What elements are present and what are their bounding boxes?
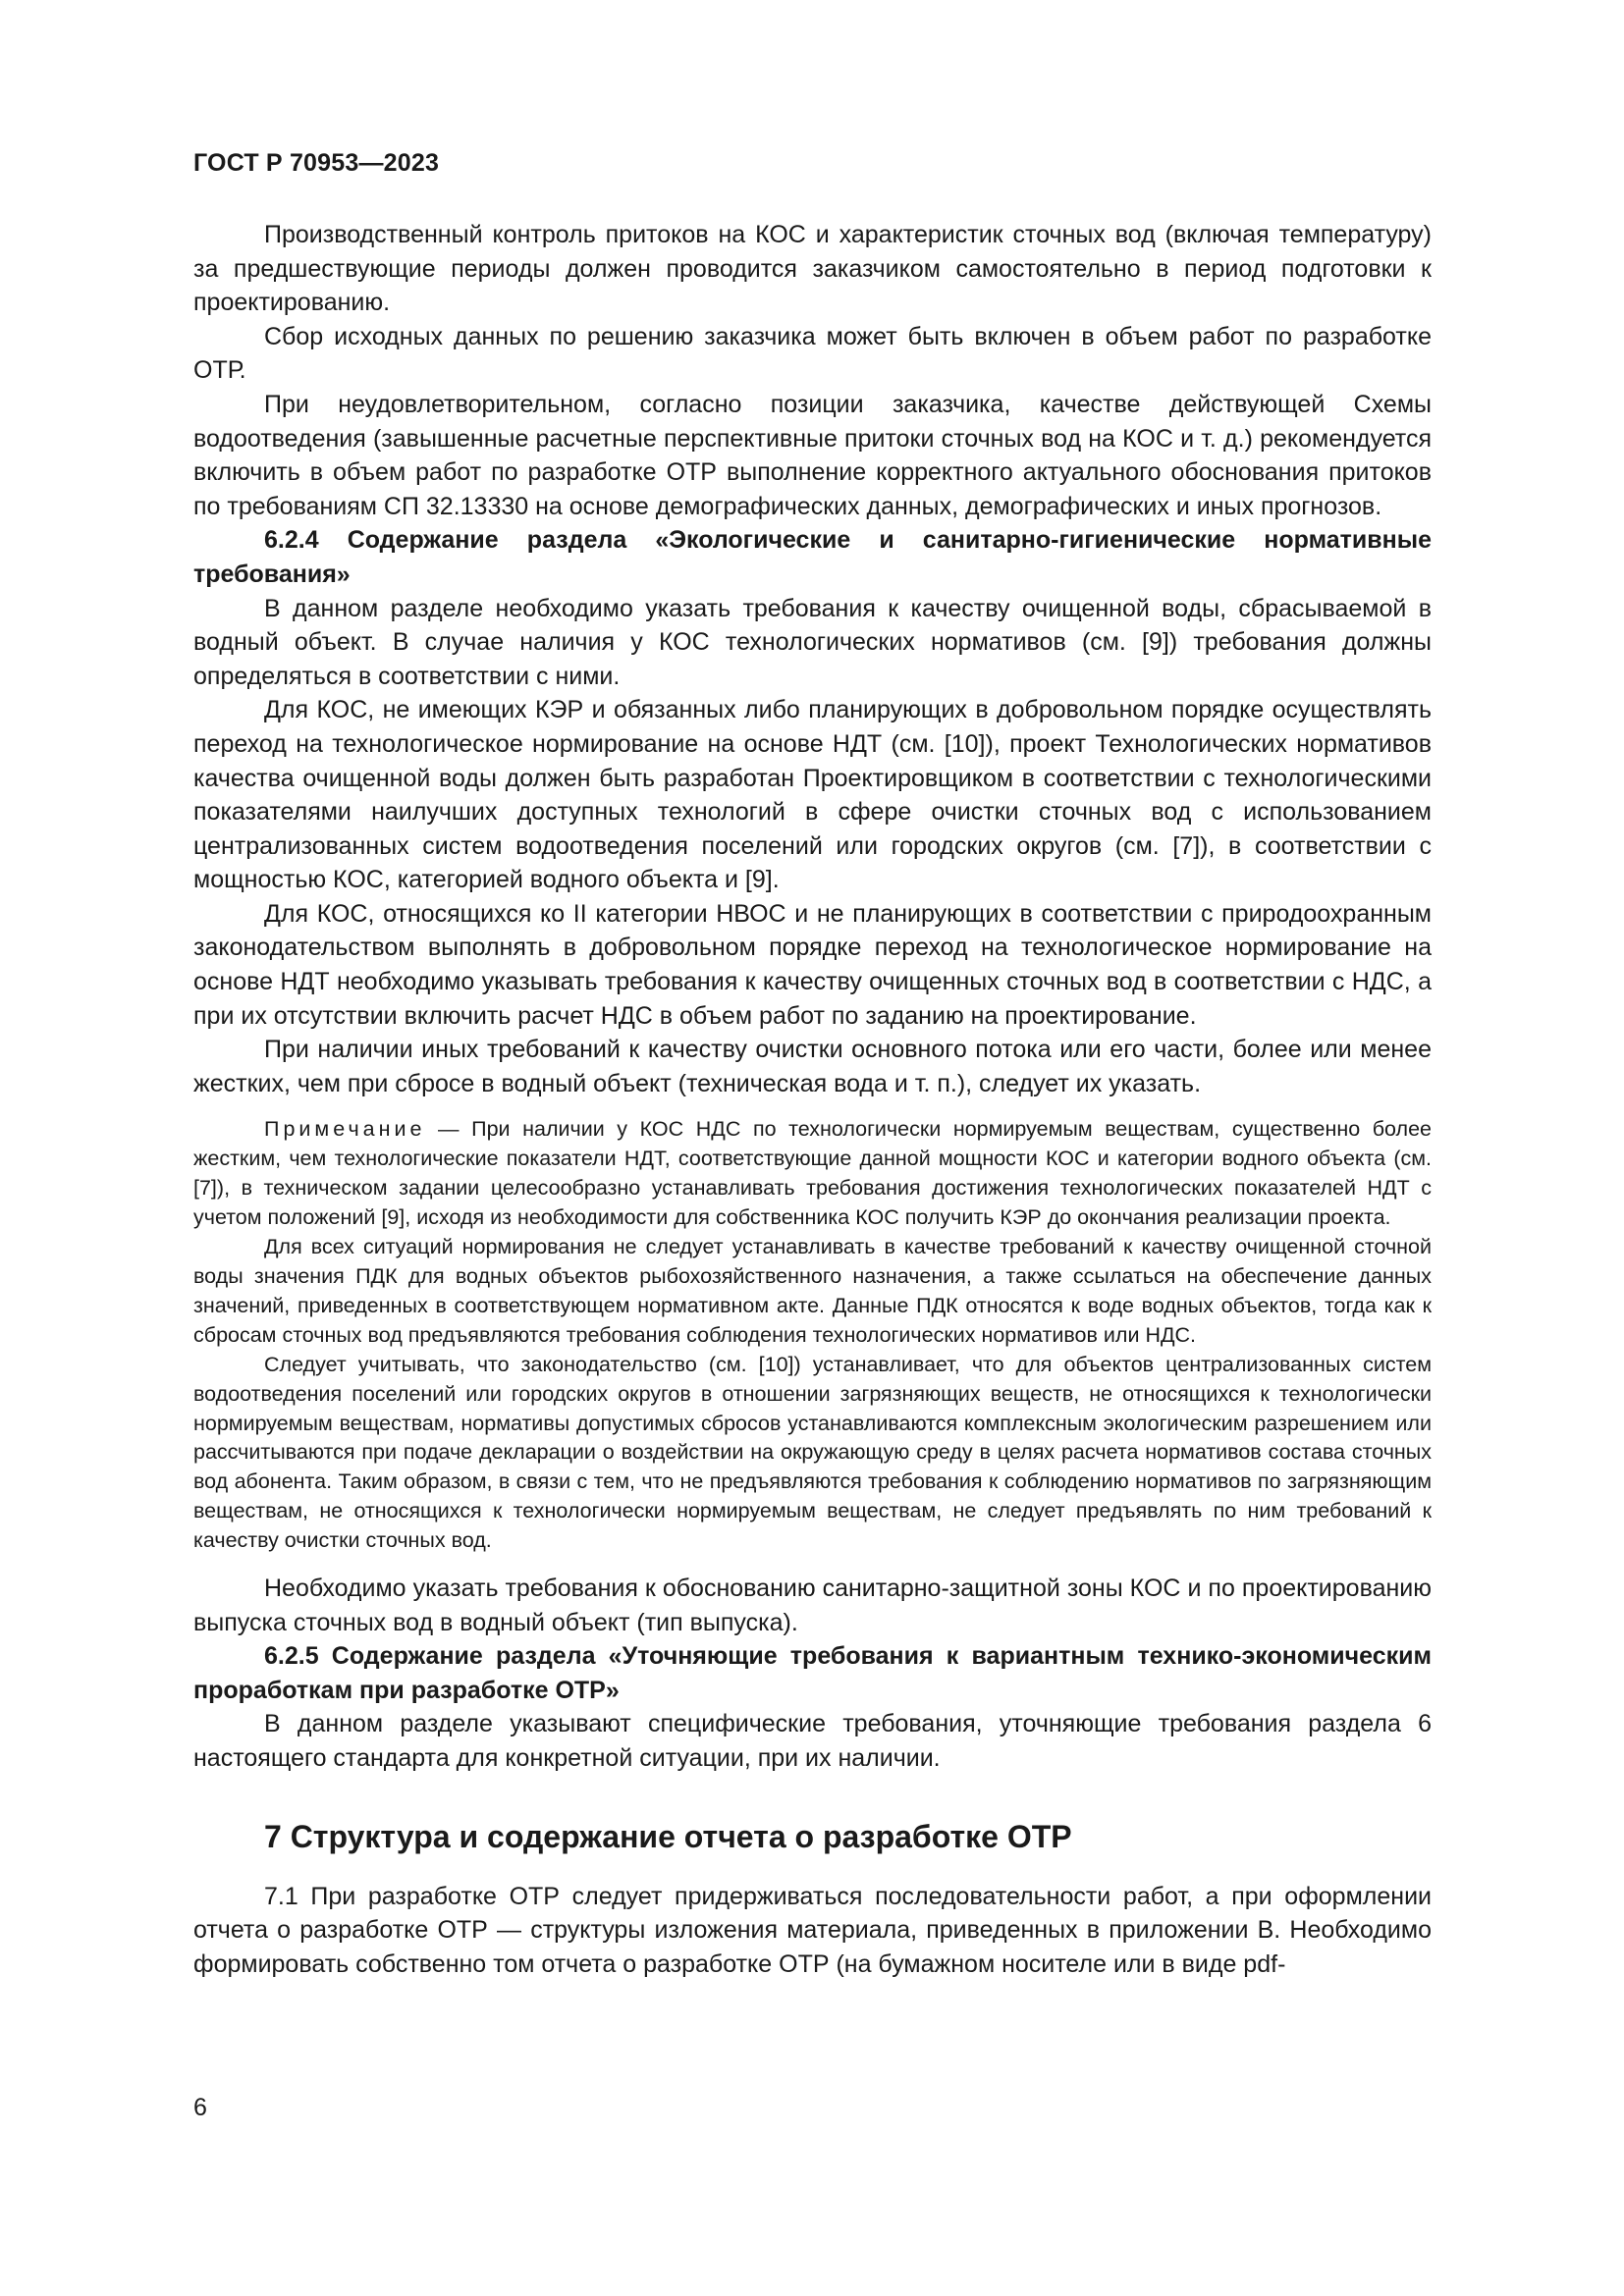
paragraph: Необходимо указать требования к обоснованию санитарно-защитной зоны КОС и по проектированию выпуска сточных вод в водный объект (тип выпуска).	[193, 1575, 1432, 1636]
document-code-header: ГОСТ Р 70953—2023	[193, 149, 440, 177]
note-label: Примечание	[264, 1117, 426, 1142]
paragraph: Сбор исходных данных по решению заказчика может быть включен в объем работ по разработке ОТР.	[193, 322, 1432, 385]
paragraph: 7.1 При разработке ОТР следует придерживаться последовательности работ, а при оформлении отчета о разработке ОТР — структуры изложения материала, приведенных в приложении В. Необходимо формировать собственно том отчета о разработке ОТР (на бумажном носителе или в виде pdf-	[193, 1882, 1432, 1978]
note-paragraph: Для всех ситуаций нормирования не следует устанавливать в качестве требований к качеству очищенной сточной воды значения ПДК для водных объектов рыбохозяйственного назначения, а также ссылаться на обеспечение данных значений, приведенных в соответствующем нормативном акте. Данные ПДК относятся к воде водных объектов, тогда как к сбросам сточных вод предъявляются требования соблюдения технологических нормативов или НДС.	[193, 1235, 1432, 1347]
section-heading-6-2-5: 6.2.5 Содержание раздела «Уточняющие требования к вариантным технико-экономическим проработкам при разработке ОТР»	[193, 1642, 1432, 1704]
paragraph: Для КОС, относящихся ко II категории НВОС и не планирующих в соответствии с природоохранным законодательством выполнять в добровольном порядке переход на технологическое нормирование на основе НДТ необходимо указывать требования к качеству очищенных сточных вод в соответствии с НДС, а при их отсутствии включить расчет НДС в объем работ по заданию на проектирование.	[193, 899, 1432, 1030]
note-paragraph: Следует учитывать, что законодательство (см. [10]) устанавливает, что для объектов централизованных систем водоотведения поселений или городских округов в отношении загрязняющих веществ, не относящихся к технологически нормируемым веществам, нормативы допустимых сбросов устанавливаются комплексным экологическим разрешением или рассчитываются при подаче декларации о воздействии на окружающую среду в целях расчета нормативов состава сточных вод абонента. Таким образом, в связи с тем, что не предъявляются требования к соблюдению нормативов по загрязняющим веществам, не относящихся к технологически нормируемым веществам, не следует предъявлять по ним требований к качеству очистки сточных вод.	[193, 1352, 1432, 1553]
paragraph: В данном разделе необходимо указать требования к качеству очищенной воды, сбрасываемой в водный объект. В случае наличия у КОС технологических нормативов (см. [9]) требования должны определяться в соответствии с ними.	[193, 594, 1432, 690]
note-paragraph	[193, 1115, 1432, 1233]
paragraph: Для КОС, не имеющих КЭР и обязанных либо планирующих в добровольном порядке осуществлять переход на технологическое нормирование на основе НДТ (см. [10]), проект Технологических нормативов качества очищенной воды должен быть разработан Проектировщиком в соответствии с технологическими показателями наилучших доступных технологий в сфере очистки сточных вод с использованием централизованных систем водоотведения поселений или городских округов (см. [7]), в соответствии с мощностью КОС, категорией водного объекта и [9].	[193, 696, 1432, 894]
paragraph: В данном разделе указывают специфические требования, уточняющие требования раздела 6 настоящего стандарта для конкретной ситуации, при их наличии.	[193, 1710, 1432, 1772]
paragraph: При наличии иных требований к качеству очистки основного потока или его части, более или менее жестких, чем при сбросе в водный объект (техническая вода и т. п.), следует их указать.	[193, 1036, 1432, 1097]
paragraph: При неудовлетворительном, согласно позиции заказчика, качестве действующей Схемы водоотведения (завышенные расчетные перспективные притоки сточных вод на КОС и т. д.) рекомендуется включить в объем работ по разработке ОТР выполнение корректного актуального обоснования притоков по требованиям СП 32.13330 на основе демографических данных, демографических и иных прогнозов.	[193, 390, 1432, 520]
page-number: 6	[193, 2094, 207, 2121]
chapter-heading-7: 7 Структура и содержание отчета о разработке ОТР	[264, 1818, 1072, 1854]
page-body	[193, 218, 1432, 1981]
paragraph: Производственный контроль притоков на КОС и характеристик сточных вод (включая температуру) за предшествующие периоды должен проводится заказчиком самостоятельно в период подготовки к проектированию.	[193, 221, 1432, 317]
note-block	[193, 1115, 1432, 1556]
note-text: — При наличии у КОС НДС по технологически нормируемым веществам, существенно более жестким, чем технологические показатели НДТ, соответствующие данной мощности КОС и категории водного объекта (см. [7]), в техническом задании целесообразно устанавливать требования достижения технологических показателей НДТ с учетом положений [9], исходя из необходимости для собственника КОС получить КЭР до окончания реализации проекта.	[193, 1117, 1432, 1230]
section-heading-6-2-4: 6.2.4 Содержание раздела «Экологические и санитарно-гигиенические нормативные требования»	[193, 526, 1432, 588]
